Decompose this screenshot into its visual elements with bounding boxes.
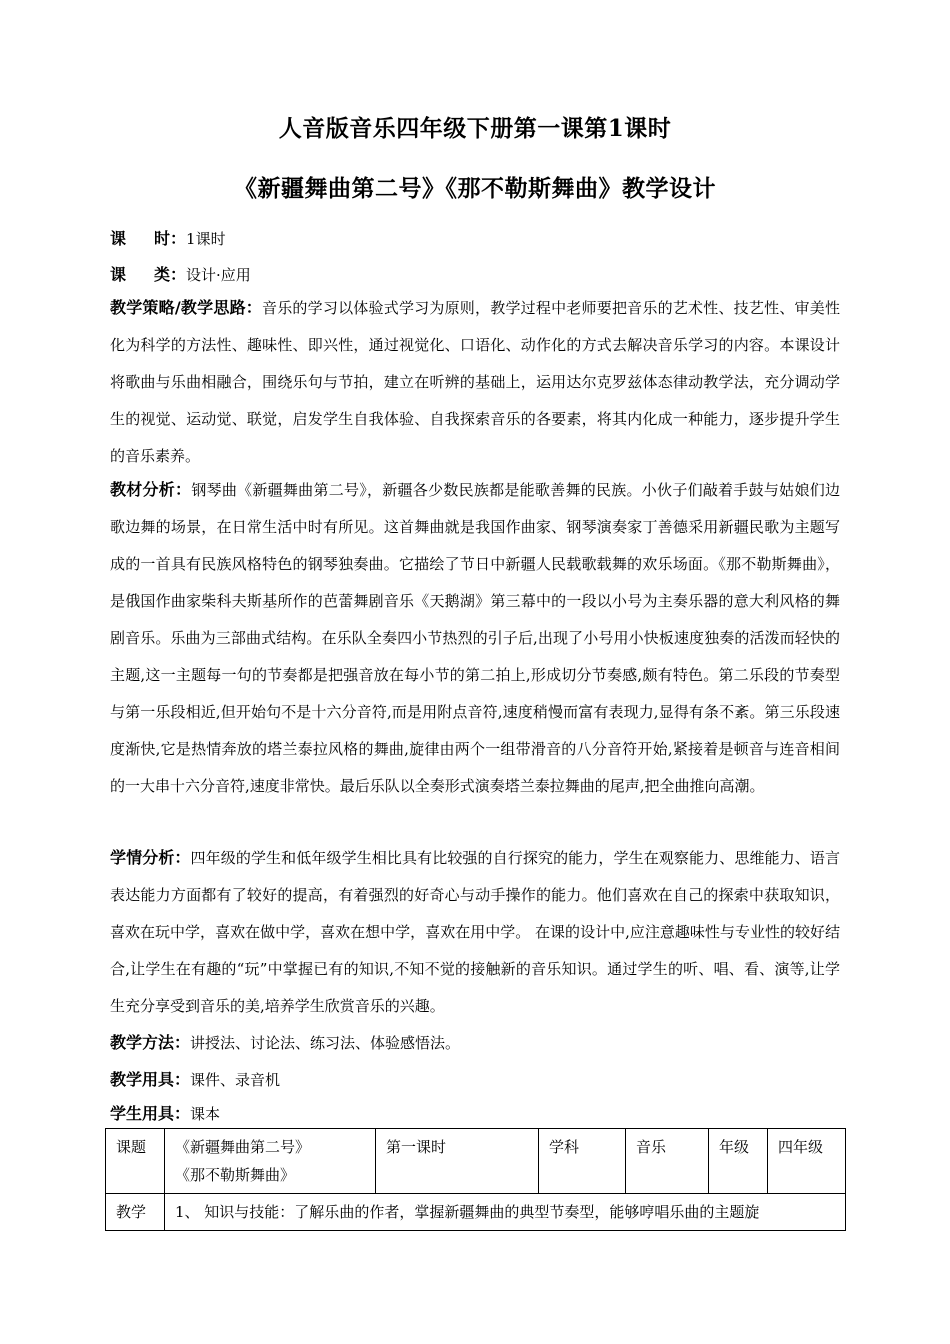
class-hours-label: 课 时： <box>110 229 187 248</box>
table-cell-topic-value <box>165 1129 376 1194</box>
table-cell-goals-text: 1、 知识与技能：了解乐曲的作者，掌握新疆舞曲的典型节奏型，能够哼唱乐曲的主题旋 <box>165 1194 846 1231</box>
strategy-text: 音乐的学习以体验式学习为原则，教学过程中老师要把音乐的艺术性、技艺性、审美性化为科学的方法性、趣味性、即兴性，通过视觉化、口语化、动作化的方式去解决音乐学习的内容。本课设计将歌曲与乐曲相融合，围绕乐句与节拍，建立在听辨的基础上，运用达尔克罗兹体态律动教学法，充分调动学生的视觉、运动觉、联觉，启发学生自我体验、自我探索音乐的各要素，将其内化成一种能力，逐步提升学生的音乐素养。 <box>110 299 840 465</box>
table-cell-goals-label: 教学 <box>106 1194 165 1231</box>
tools-text: 课件、录音机 <box>190 1071 281 1089</box>
class-type-row <box>110 262 251 285</box>
class-type-label: 课 类： <box>110 265 187 284</box>
strategy-label: 教学策略/教学思路： <box>110 298 262 317</box>
methods-label: 教学方法： <box>110 1033 191 1052</box>
methods-paragraph <box>110 1024 840 1062</box>
table-cell-subject-label: 学科 <box>539 1129 626 1194</box>
table-cell-subject-value: 音乐 <box>626 1129 709 1194</box>
strategy-paragraph <box>110 289 840 475</box>
tools-paragraph <box>110 1061 840 1099</box>
table-row <box>106 1194 846 1231</box>
methods-text: 讲授法、讨论法、练习法、体验感悟法。 <box>190 1034 461 1052</box>
table-cell-grade-value: 四年级 <box>768 1129 846 1194</box>
tools-label: 教学用具： <box>110 1070 191 1089</box>
student-tools-label: 学生用具： <box>110 1104 191 1123</box>
table-cell-grade-label: 年级 <box>709 1129 768 1194</box>
topic-line-1: 《新疆舞曲第二号》 <box>175 1138 311 1156</box>
student-tools-text: 课本 <box>190 1105 221 1123</box>
lesson-info-table <box>105 1128 846 1231</box>
material-text: 钢琴曲《新疆舞曲第二号》，新疆各少数民族都是能歌善舞的民族。小伙子们敲着手鼓与姑娘们边歌边舞的场景，在日常生活中时有所见。这首舞曲就是我国作曲家、钢琴演奏家丁善德采用新疆民歌为主题写成的一首具有民族风格特色的钢琴独奏曲。它描绘了节日中新疆人民载歌载舞的欢乐场面。《那不勒斯舞曲》，是俄国作曲家柴科夫斯基所作的芭蕾舞剧音乐《天鹅湖》第三幕中的一段以小号为主奏乐器的意大利风格的舞剧音乐。乐曲为三部曲式结构。在乐队全奏四小节热烈的引子后,出现了小号用小快板速度独奏的活泼而轻快的主题,这一主题每一句的节奏都是把强音放在每小节的第二拍上,形成切分节奏感,颇有特色。第二乐段的节奏型与第一乐段相近,但开始句不是十六分音符,而是用附点音符,速度稍慢而富有表现力,显得有条不紊。第三乐段速度渐快,它是热情奔放的塔兰泰拉风格的舞曲,旋律由两个一组带滑音的八分音符开始,紧接着是顿音与连音相间的一大串十六分音符,速度非常快。最后乐队以全奏形式演奏塔兰泰拉舞曲的尾声,把全曲推向高潮。 <box>110 481 840 795</box>
students-text: 四年级的学生和低年级学生相比具有比较强的自行探究的能力，学生在观察能力、思维能力、语言表达能力方面都有了较好的提高，有着强烈的好奇心与动手操作的能力。他们喜欢在自己的探索中获取知识，喜欢在玩中学，喜欢在做中学，喜欢在想中学，喜欢在用中学。 在课的设计中,应注意趣味性与专业性的较好结合,让学生在有趣的“玩”中掌握已有的知识,不知不觉的接触新的音乐知识。通过学生的听、唱、看、演等,让学生充分享受到音乐的美,培养学生欣赏音乐的兴趣。 <box>110 849 840 1015</box>
table-cell-topic-label: 课题 <box>106 1129 165 1194</box>
material-paragraph <box>110 471 840 805</box>
class-type-value: 设计·应用 <box>186 266 251 284</box>
table-row <box>106 1129 846 1194</box>
material-label: 教材分析： <box>110 480 192 499</box>
document-title-line-1: 人音版音乐四年级下册第一课第1课时 <box>278 115 672 142</box>
students-paragraph <box>110 839 840 1025</box>
table-cell-period: 第一课时 <box>376 1129 539 1194</box>
class-hours-row <box>110 226 226 249</box>
document-title-line-2: 《新疆舞曲第二号》《那不勒斯舞曲》教学设计 <box>234 175 716 202</box>
class-hours-value: 1课时 <box>186 230 226 248</box>
topic-line-2: 《那不勒斯舞曲》 <box>175 1166 296 1184</box>
students-label: 学情分析： <box>110 848 191 867</box>
